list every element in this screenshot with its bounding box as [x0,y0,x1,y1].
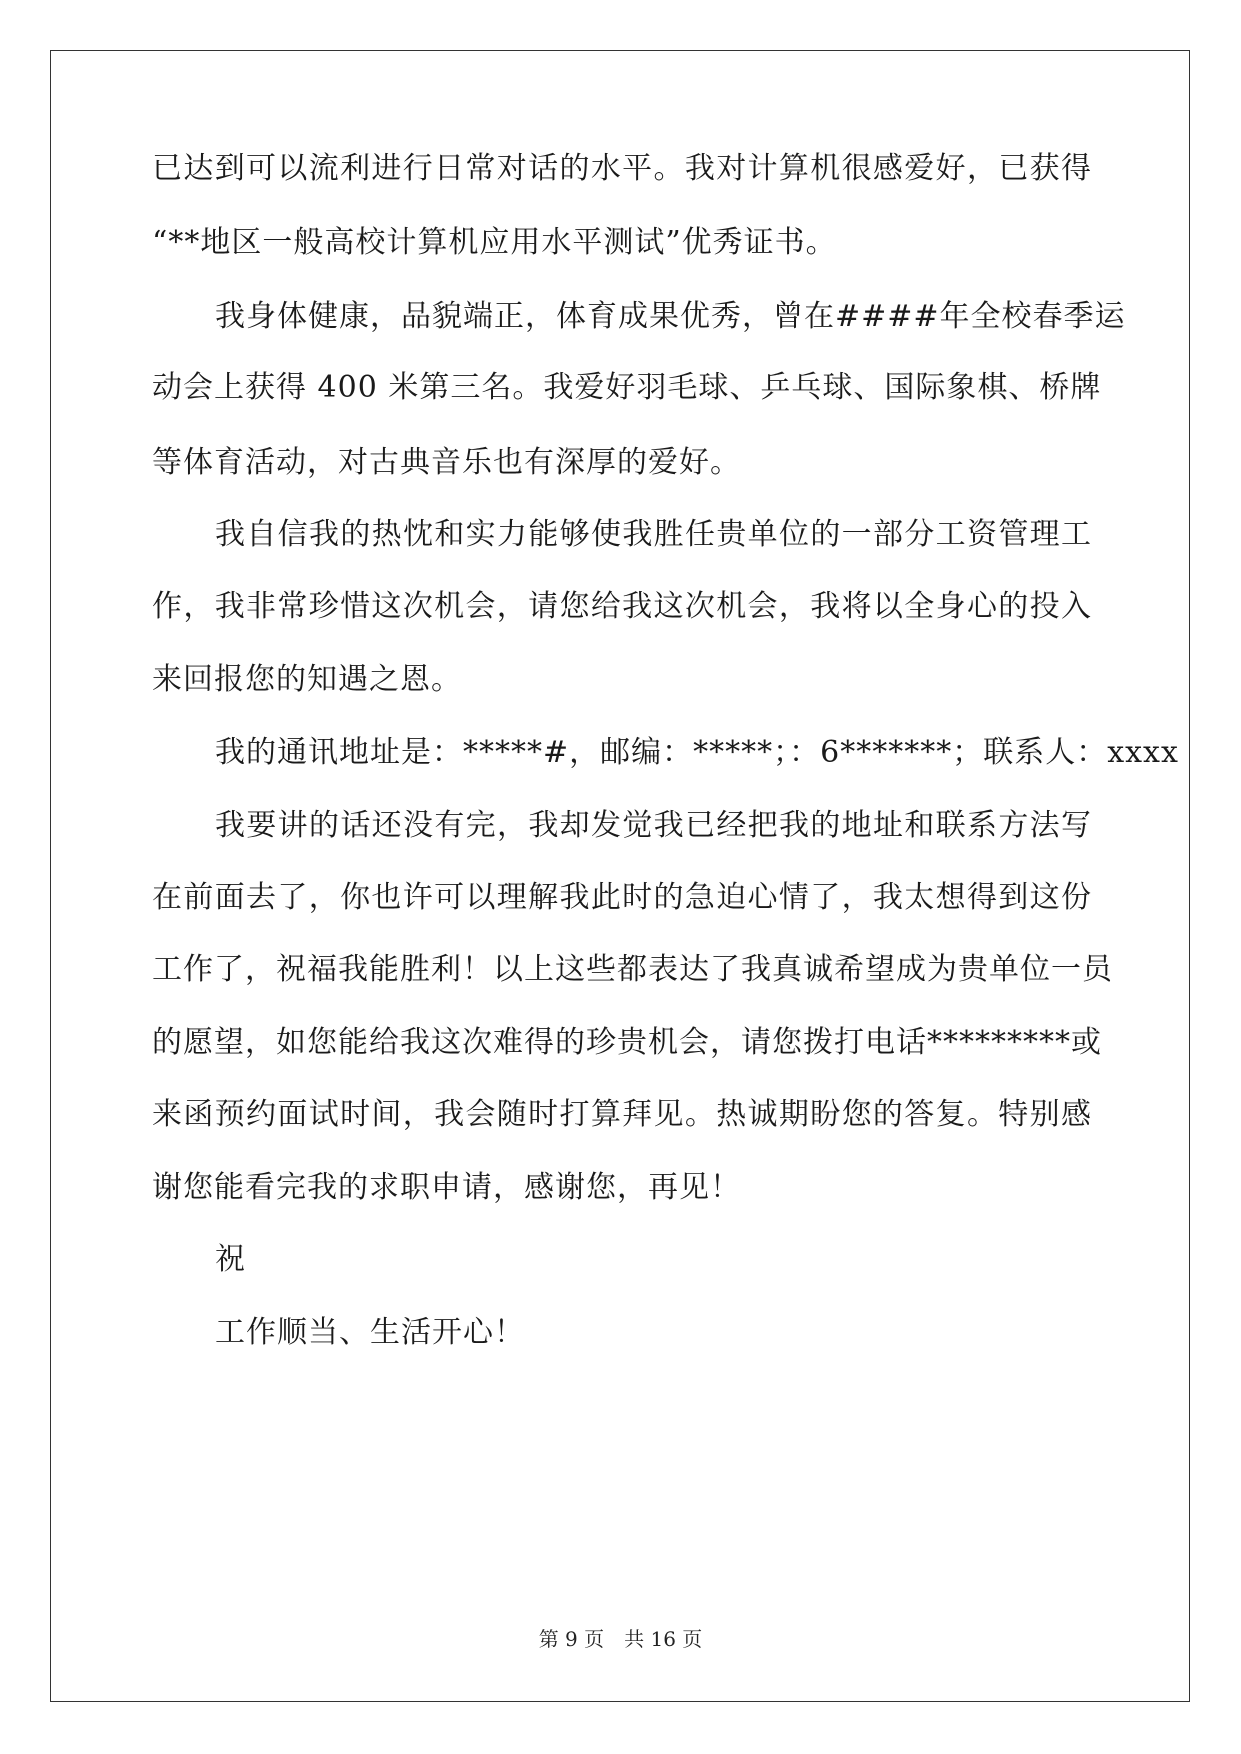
text-line-6: 我自信我的热忱和实力能够使我胜任贵单位的一部分工资管理工 [215,517,1092,552]
text-line-2: “**地区一般高校计算机应用水平测试”优秀证书。 [152,225,837,260]
text-line-8: 来回报您的知遇之恩。 [152,662,462,697]
text-line-13: 的愿望，如您能给我这次难得的珍贵机会，请您拨打电话*********或 [152,1025,1102,1060]
text-line-7: 作，我非常珍惜这次机会，请您给我这次机会，我将以全身心的投入 [152,589,1092,624]
text-line-17: 工作顺当、生活开心！ [215,1315,525,1350]
text-line-1: 已达到可以流利进行日常对话的水平。我对计算机很感爱好，已获得 [152,151,1092,186]
text-line-9: 我的通讯地址是：*****#，邮编：*****；：6*******；联系人：xxxx [215,735,1179,770]
text-line-10: 我要讲的话还没有完，我却发觉我已经把我的地址和联系方法写 [215,808,1092,843]
text-line-5: 等体育活动，对古典音乐也有深厚的爱好。 [152,445,741,480]
text-line-12: 工作了，祝福我能胜利！以上这些都表达了我真诚希望成为贵单位一员 [152,952,1113,987]
text-line-15: 谢您能看完我的求职申请，感谢您，再见！ [152,1170,741,1205]
text-line-11: 在前面去了，你也许可以理解我此时的急迫心情了，我太想得到这份 [152,880,1092,915]
text-line-3: 我身体健康，品貌端正，体育成果优秀，曾在####年全校春季运 [215,299,1126,334]
text-line-4: 动会上获得 400 米第三名。我爱好羽毛球、乒乓球、国际象棋、桥牌 [152,370,1102,405]
page-number: 第 9 页 共 16 页 [538,1627,703,1651]
text-line-16: 祝 [215,1242,246,1277]
text-line-14: 来函预约面试时间，我会随时打算拜见。热诚期盼您的答复。特别感 [152,1097,1092,1132]
